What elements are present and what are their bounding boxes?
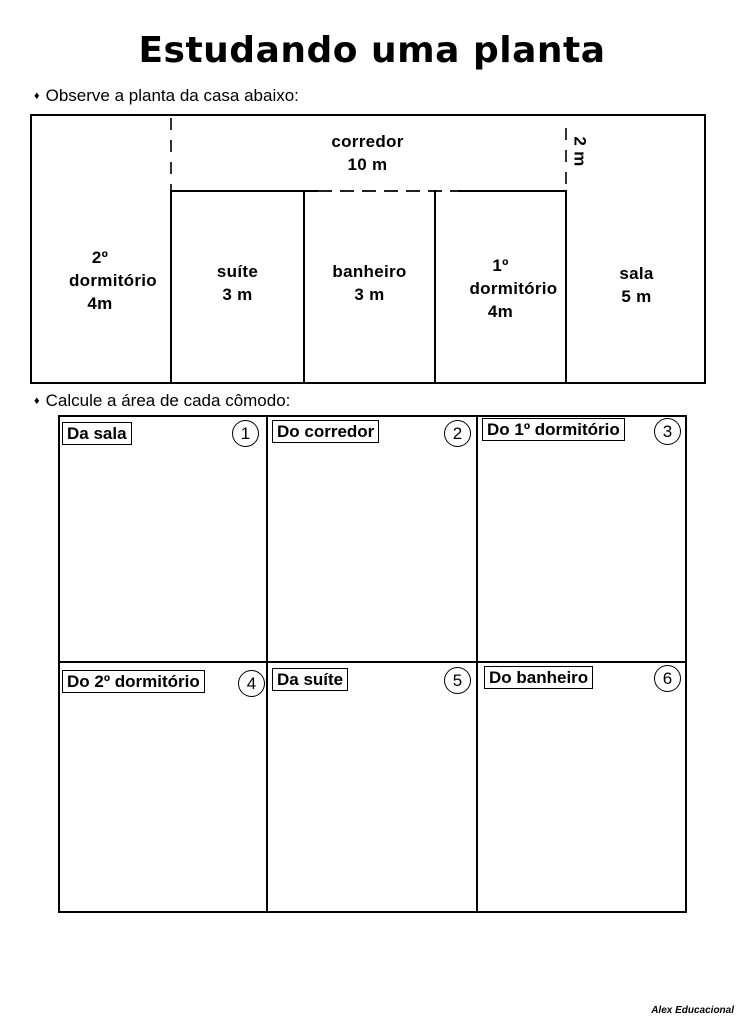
corredor-name: corredor (331, 132, 404, 151)
corridor-bottom-left (170, 190, 318, 192)
dorm2-name: 2º dormitório (69, 248, 157, 290)
instruction-observe-text: Observe a planta da casa abaixo: (45, 86, 299, 105)
dorm1-measure: 4m (487, 302, 514, 321)
grid-border-bottom (58, 911, 687, 913)
answer-label-corredor: Do corredor (272, 420, 379, 443)
suite-measure: 3 m (222, 285, 253, 304)
answer-cell-dormitorio-1[interactable] (478, 415, 687, 661)
answer-label-dormitorio-1: Do 1º dormitório (482, 418, 625, 441)
dorm2-measure: 4m (87, 294, 113, 313)
room-dormitorio-2 (30, 246, 170, 315)
plan-border-right (704, 114, 706, 384)
corredor-width-measure (568, 132, 592, 172)
answer-number-5: 5 (444, 667, 471, 694)
banheiro-measure: 3 m (354, 285, 385, 304)
room-banheiro (305, 260, 434, 306)
answer-cell-dormitorio-2[interactable] (58, 663, 266, 911)
publisher-credit: Alex Educacional (651, 1005, 734, 1016)
answer-label-suite: Da suíte (272, 668, 348, 691)
side-measure-text: 2 m (570, 136, 590, 167)
corredor-measure: 10 m (347, 155, 388, 174)
dorm1-name: 1º dormitório (469, 256, 558, 298)
corridor-bottom-right (458, 190, 566, 192)
instruction-observe (34, 86, 299, 106)
instruction-calcule-text: Calcule a área de cada cômodo: (45, 391, 291, 410)
answer-number-3: 3 (654, 418, 681, 445)
instruction-calcule (34, 391, 290, 411)
answer-cell-sala[interactable] (58, 415, 266, 661)
answer-number-4: 4 (238, 670, 265, 697)
page-title: Estudando uma planta (138, 30, 606, 71)
sala-measure: 5 m (621, 287, 652, 306)
answer-number-1: 1 (232, 420, 259, 447)
answer-grid (58, 415, 687, 913)
room-sala (567, 262, 706, 308)
answer-label-sala: Da sala (62, 422, 132, 445)
answer-number-2: 2 (444, 420, 471, 447)
answer-cell-banheiro[interactable] (478, 663, 687, 911)
answer-label-banheiro: Do banheiro (484, 666, 593, 689)
room-corredor (170, 130, 565, 176)
plan-border-bottom (30, 382, 706, 384)
answer-cell-corredor[interactable] (268, 415, 476, 661)
banheiro-name: banheiro (332, 262, 407, 281)
floor-plan (30, 114, 706, 384)
answer-cell-suite[interactable] (268, 663, 476, 911)
bullet-icon: ♦ (34, 395, 40, 407)
sala-name: sala (619, 264, 654, 283)
answer-label-dormitorio-2: Do 2º dormitório (62, 670, 205, 693)
suite-name: suíte (216, 262, 259, 281)
answer-number-6: 6 (654, 665, 681, 692)
corridor-bottom-dash (318, 189, 458, 193)
plan-border-top (30, 114, 706, 116)
bullet-icon: ♦ (34, 90, 40, 102)
room-dormitorio-1 (436, 254, 565, 323)
room-suite (172, 260, 303, 306)
